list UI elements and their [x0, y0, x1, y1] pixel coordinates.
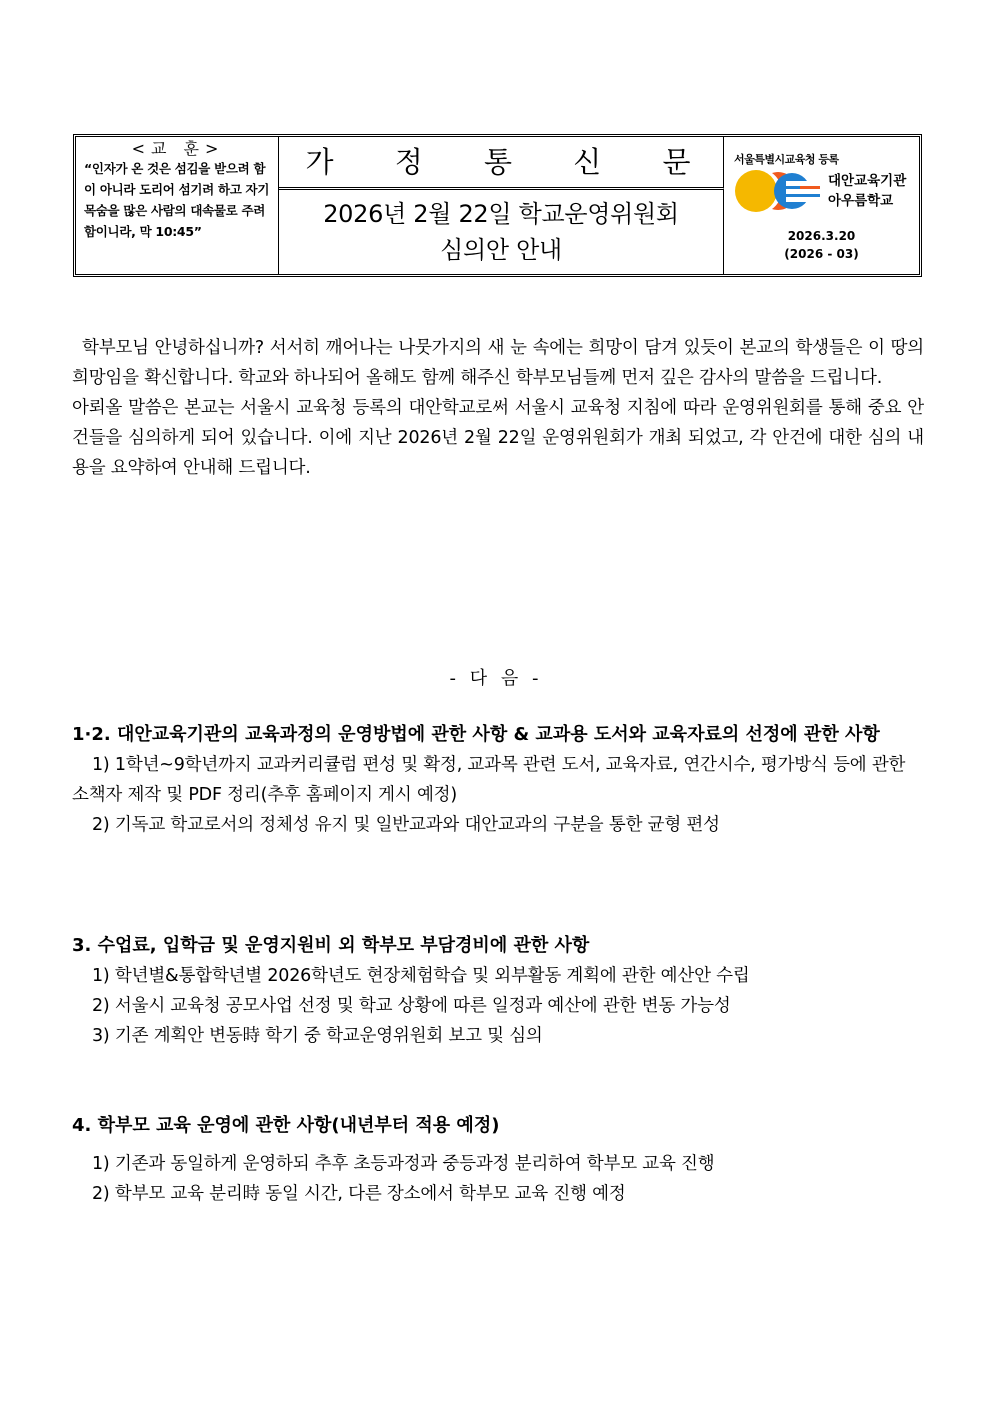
list-item: 1) 기존과 동일하게 운영하되 추후 초등과정과 중등과정 분리하여 학부모 교육 진행: [92, 1154, 715, 1174]
school-info-cell: [724, 137, 919, 274]
list-item: 2) 기독교 학교로서의 정체성 유지 및 일반교과와 대안교과의 구분을 통한 균형 편성: [92, 815, 720, 835]
registration-label: 서울특별시교육청 등록: [734, 153, 839, 166]
issue-number: (2026 - 03): [784, 247, 859, 261]
newsletter-title: 가 정 통 신 문: [305, 145, 717, 179]
section-parent-education: [72, 1111, 924, 1209]
motto-text: “인자가 온 것은 섬김을 받으려 함이 아니라 도리어 섬기려 하고 자기 목숨을 많은 사람의 대속물로 주려 함이니라, 막 10:45”: [84, 161, 270, 239]
meeting-title-line2: 심의안 안내: [440, 236, 562, 264]
intro-paragraph-1: 학부모님 안녕하십니까? 서서히 깨어나는 나뭇가지의 새 눈 속에는 희망이 담겨 있듯이 본교의 학생들은 이 땅의 희망임을 확신합니다. 학교와 하나되어 올해도 함께 해주신 학부모님들께 먼저 깊은 감사의 말씀을 드립니다.: [72, 338, 924, 388]
school-name: [828, 171, 906, 211]
meeting-title-line1: 2026년 2월 22일 학교운영위원회: [323, 200, 679, 228]
newsletter-title-cell: [279, 137, 724, 190]
issue-date: 2026.3.20: [787, 229, 856, 243]
meeting-title-cell: [279, 190, 724, 274]
motto-title: <교 훈>: [131, 139, 225, 158]
newsletter-header: [73, 134, 922, 277]
school-motto-cell: [76, 137, 279, 274]
intro-text: [72, 333, 924, 483]
section-title: 4. 학부모 교육 운영에 관한 사항(내년부터 적용 예정): [72, 1115, 500, 1136]
list-item: 2) 서울시 교육청 공모사업 선정 및 학교 상황에 따른 일정과 예산에 관한 변동 가능성: [92, 996, 731, 1016]
section-title: 1·2. 대안교육기관의 교육과정의 운영방법에 관한 사항 & 교과용 도서와 교육자료의 선정에 관한 사항: [72, 724, 880, 745]
list-item: 2) 학부모 교육 분리時 동일 시간, 다른 장소에서 학부모 교육 진행 예정: [92, 1184, 626, 1204]
section-expenses: [72, 931, 924, 1051]
school-title: 아우름학교: [828, 193, 894, 209]
list-item: 3) 기존 계획안 변동時 학기 중 학교운영위원회 보고 및 심의: [92, 1026, 543, 1046]
list-item: 1) 1학년~9학년까지 교과커리큘럼 편성 및 확정, 교과목 관련 도서, 교육자료, 연간시수, 평가방식 등에 관한 소책자 제작 및 PDF 정리(추후 홈페이지 게시 예정): [72, 755, 906, 805]
intro-paragraph-2: 아뢰올 말씀은 본교는 서울시 교육청 등록의 대안학교로써 서울시 교육청 지침에 따라 운영위원회를 통해 중요 안건들을 심의하게 되어 있습니다. 이에 지난 2026년 2월 22일 운영위원회가 개최 되었고, 각 안건에 대한 심의 내용을 요약하여 안내해 드립니다.: [72, 398, 924, 478]
section-title: 3. 수업료, 입학금 및 운영지원비 외 학부모 부담경비에 관한 사항: [72, 935, 590, 956]
school-logo-icon: [734, 169, 824, 213]
list-item: 1) 학년별&통합학년별 2026학년도 현장체험학습 및 외부활동 계획에 관한 예산안 수립: [92, 966, 750, 986]
section-curriculum: [72, 720, 924, 840]
next-heading: - 다 음 -: [449, 668, 543, 689]
school-type: 대안교육기관: [828, 173, 907, 189]
